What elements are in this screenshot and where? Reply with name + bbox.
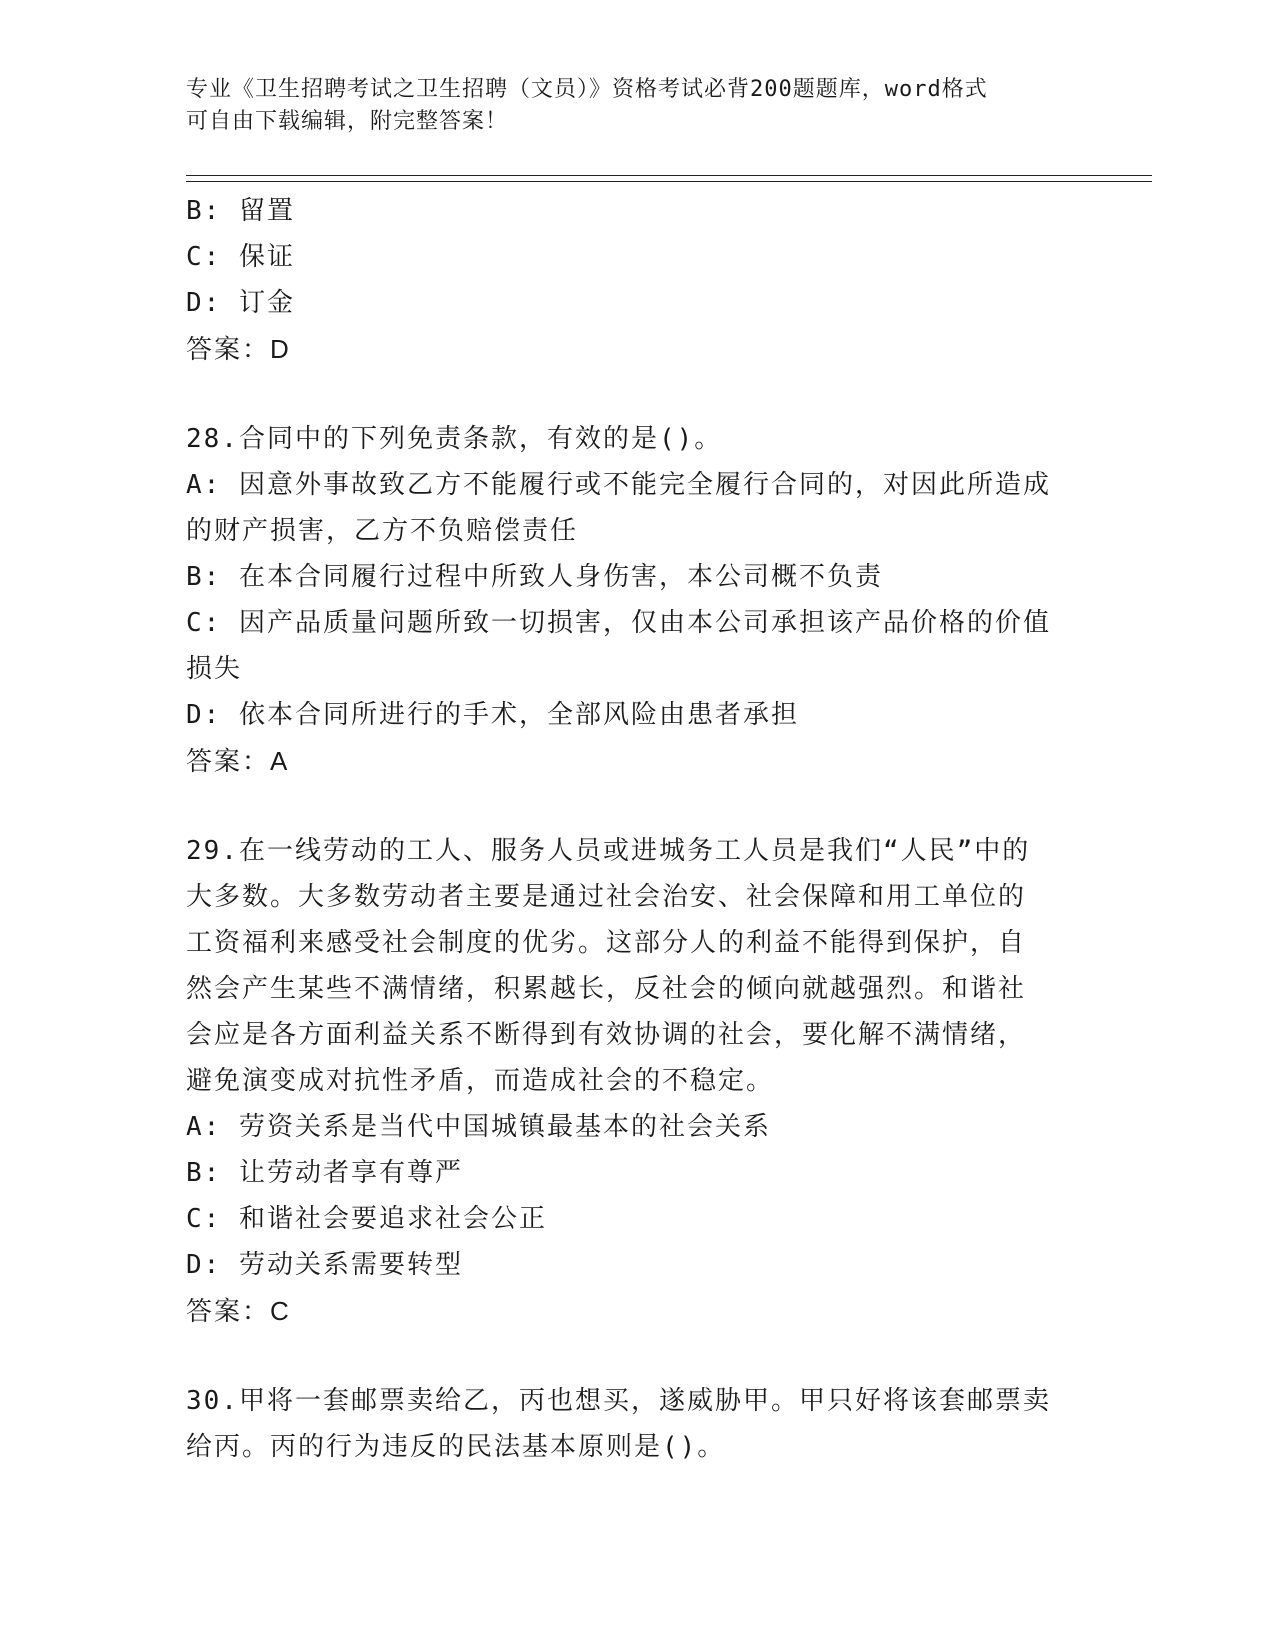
option-d: D: 劳动关系需要转型 bbox=[186, 1250, 463, 1280]
question-stem-line-1: 30.甲将一套邮票卖给乙，丙也想买，遂威胁甲。甲只好将该套邮票卖 bbox=[186, 1386, 1051, 1416]
header-title-line-1: 专业《卫生招聘考试之卫生招聘（文员）》资格考试必背200题题库，word格式 bbox=[186, 77, 988, 102]
header-title-line-2: 可自由下载编辑，附完整答案！ bbox=[186, 109, 509, 134]
answer-label: 答案：D bbox=[186, 334, 291, 364]
question-stem-line: 工资福利来感受社会制度的优劣。这部分人的利益不能得到保护，自 bbox=[186, 928, 1027, 958]
option-d: D: 订金 bbox=[186, 288, 295, 318]
question-spacer bbox=[186, 784, 1086, 828]
question-content bbox=[186, 188, 1086, 1470]
option-d: D: 依本合同所进行的手术，全部风险由患者承担 bbox=[186, 700, 799, 730]
question-spacer bbox=[186, 372, 1086, 416]
answer-label: 答案：A bbox=[186, 746, 290, 776]
question-stem-line: 29.在一线劳动的工人、服务人员或进城务工人员是我们“人民”中的 bbox=[186, 836, 1031, 866]
question-spacer bbox=[186, 1334, 1086, 1378]
header-divider-top bbox=[186, 175, 1152, 176]
option-a-line-2: 的财产损害，乙方不负赔偿责任 bbox=[186, 516, 579, 546]
question-28 bbox=[186, 416, 1086, 784]
option-c: C: 保证 bbox=[186, 242, 295, 272]
question-stem-line: 然会产生某些不满情绪，积累越长，反社会的倾向就越强烈。和谐社 bbox=[186, 974, 1027, 1004]
question-29 bbox=[186, 828, 1086, 1334]
option-b: B: 让劳动者享有尊严 bbox=[186, 1158, 463, 1188]
option-a-line-1: A: 因意外事故致乙方不能履行或不能完全履行合同的，对因此所造成 bbox=[186, 470, 1051, 500]
option-b: B: 留置 bbox=[186, 196, 295, 226]
question-30 bbox=[186, 1378, 1086, 1470]
option-b: B: 在本合同履行过程中所致人身伤害，本公司概不负责 bbox=[186, 562, 883, 592]
question-stem-line: 会应是各方面利益关系不断得到有效协调的社会，要化解不满情绪， bbox=[186, 1020, 1027, 1050]
option-c-line-1: C: 因产品质量问题所致一切损害，仅由本公司承担该产品价格的价值 bbox=[186, 608, 1051, 638]
question-27-tail bbox=[186, 188, 1086, 372]
question-stem-line: 大多数。大多数劳动者主要是通过社会治安、社会保障和用工单位的 bbox=[186, 882, 1027, 912]
question-stem-line-2: 给丙。丙的行为违反的民法基本原则是()。 bbox=[186, 1432, 726, 1462]
option-a: A: 劳资关系是当代中国城镇最基本的社会关系 bbox=[186, 1112, 771, 1142]
answer-label: 答案：C bbox=[186, 1296, 291, 1326]
question-stem: 28.合同中的下列免责条款，有效的是()。 bbox=[186, 424, 723, 454]
header-divider-bottom bbox=[186, 181, 1152, 182]
option-c-line-2: 损失 bbox=[186, 654, 243, 684]
question-stem-line: 避免演变成对抗性矛盾，而造成社会的不稳定。 bbox=[186, 1066, 775, 1096]
document-header bbox=[186, 74, 1066, 138]
option-c: C: 和谐社会要追求社会公正 bbox=[186, 1204, 547, 1234]
